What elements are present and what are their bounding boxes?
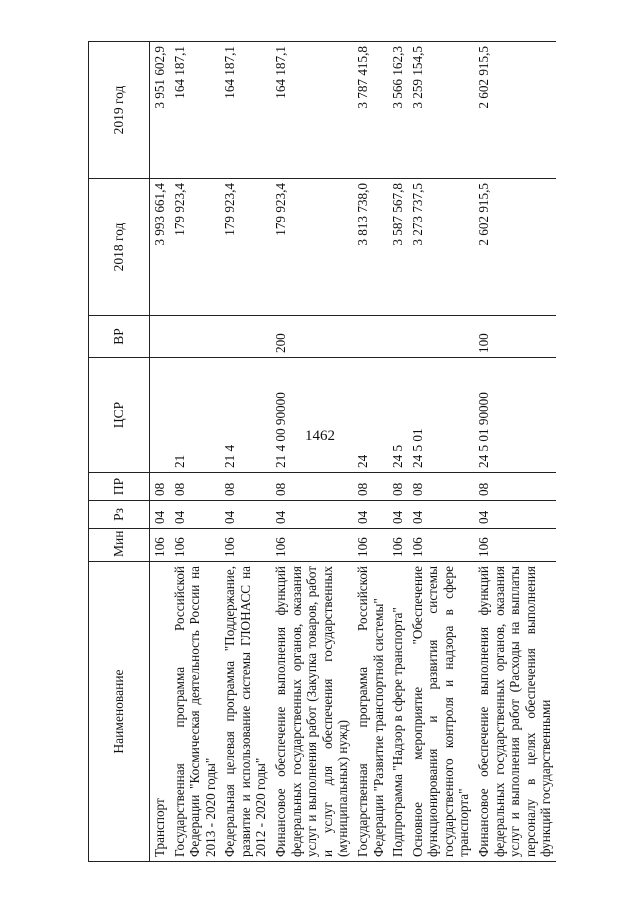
cell-y2019: 164 187,1	[271, 42, 353, 179]
cell-min: 106	[474, 529, 556, 562]
cell-rz: 04	[271, 501, 353, 529]
cell-y2019: 3 787 415,8	[353, 42, 388, 179]
cell-csr: 24 5 01 90000	[474, 358, 556, 473]
cell-pr: 08	[220, 473, 271, 501]
cell-name: Государственная программа Российской Федерации "Развитие транспортной системы"	[353, 562, 388, 862]
cell-rz: 04	[408, 501, 474, 529]
header-vr: ВР	[89, 316, 150, 358]
cell-vr	[388, 316, 408, 358]
cell-rz: 04	[220, 501, 271, 529]
cell-pr: 08	[353, 473, 388, 501]
table-row	[353, 42, 388, 862]
cell-csr: 24	[353, 358, 388, 473]
cell-pr: 08	[388, 473, 408, 501]
cell-min: 106	[170, 529, 221, 562]
cell-pr: 08	[150, 473, 170, 501]
cell-min: 106	[408, 529, 474, 562]
header-2019: 2019 год	[89, 42, 150, 179]
cell-y2019: 3 259 154,5	[408, 42, 474, 179]
cell-csr: 24 5 01	[408, 358, 474, 473]
cell-name: Государственная программа Российской Федерации "Космическая деятельность России на 2013 - 2020 годы"	[170, 562, 221, 862]
cell-vr	[408, 316, 474, 358]
cell-min: 106	[271, 529, 353, 562]
cell-y2019: 164 187,1	[170, 42, 221, 179]
cell-y2018: 3 587 567,8	[388, 179, 408, 316]
table-header-row	[89, 42, 150, 862]
header-name: Наименование	[89, 562, 150, 862]
table-row	[388, 42, 408, 862]
rotated-table-container	[88, 42, 588, 862]
cell-vr: 200	[271, 316, 353, 358]
table-row	[271, 42, 353, 862]
cell-rz: 04	[150, 501, 170, 529]
cell-pr: 08	[408, 473, 474, 501]
cell-rz: 04	[474, 501, 556, 529]
cell-min: 106	[150, 529, 170, 562]
cell-name: Транспорт	[150, 562, 170, 862]
header-rz: Рз	[89, 501, 150, 529]
cell-y2019: 2 602 915,5	[474, 42, 556, 179]
cell-y2018: 179 923,4	[220, 179, 271, 316]
cell-name: Подпрограмма "Надзор в сфере транспорта"	[388, 562, 408, 862]
table-row	[408, 42, 474, 862]
budget-table	[88, 41, 556, 862]
cell-min: 106	[220, 529, 271, 562]
table-row	[170, 42, 221, 862]
cell-y2019: 164 187,1	[220, 42, 271, 179]
header-pr: ПР	[89, 473, 150, 501]
cell-y2018: 179 923,4	[170, 179, 221, 316]
cell-vr: 100	[474, 316, 556, 358]
page-number: 1462	[305, 428, 335, 444]
header-2018: 2018 год	[89, 179, 150, 316]
cell-vr	[220, 316, 271, 358]
table-row	[150, 42, 170, 862]
header-min: Мин	[89, 529, 150, 562]
table-row	[220, 42, 271, 862]
cell-y2018: 3 273 737,5	[408, 179, 474, 316]
cell-y2018: 2 602 915,5	[474, 179, 556, 316]
cell-pr: 08	[170, 473, 221, 501]
cell-rz: 04	[353, 501, 388, 529]
cell-vr	[150, 316, 170, 358]
cell-y2019: 3 951 602,9	[150, 42, 170, 179]
cell-rz: 04	[388, 501, 408, 529]
cell-name: Федеральная целевая программа "Поддержание, развитие и использование системы ГЛОНАСС на 2012 - 2020 годы"	[220, 562, 271, 862]
cell-y2018: 179 923,4	[271, 179, 353, 316]
cell-name: Основное мероприятие "Обеспечение функционирования и развития системы государственного контроля и надзора в сфере транспорта"	[408, 562, 474, 862]
cell-name: Финансовое обеспечение выполнения функций федеральных государственных органов, оказания услуг и выполнения работ (Расходы на выплаты персоналу в целях обеспечения выполнения функций государственными	[474, 562, 556, 862]
cell-csr	[150, 358, 170, 473]
cell-y2019: 3 566 162,3	[388, 42, 408, 179]
header-csr: ЦСР	[89, 358, 150, 473]
cell-csr: 21 4 00 90000	[271, 358, 353, 473]
cell-csr: 21 4	[220, 358, 271, 473]
cell-min: 106	[388, 529, 408, 562]
cell-csr: 21	[170, 358, 221, 473]
cell-csr: 24 5	[388, 358, 408, 473]
cell-y2018: 3 813 738,0	[353, 179, 388, 316]
cell-vr	[353, 316, 388, 358]
cell-name: Финансовое обеспечение выполнения функций федеральных государственных органов, оказания услуг и выполнения работ (Закупка товаров, работ и услуг для обеспечения государственных (муниципальных) нужд)	[271, 562, 353, 862]
cell-pr: 08	[271, 473, 353, 501]
table-row	[474, 42, 556, 862]
cell-rz: 04	[170, 501, 221, 529]
cell-y2018: 3 993 661,4	[150, 179, 170, 316]
cell-pr: 08	[474, 473, 556, 501]
cell-min: 106	[353, 529, 388, 562]
cell-vr	[170, 316, 221, 358]
